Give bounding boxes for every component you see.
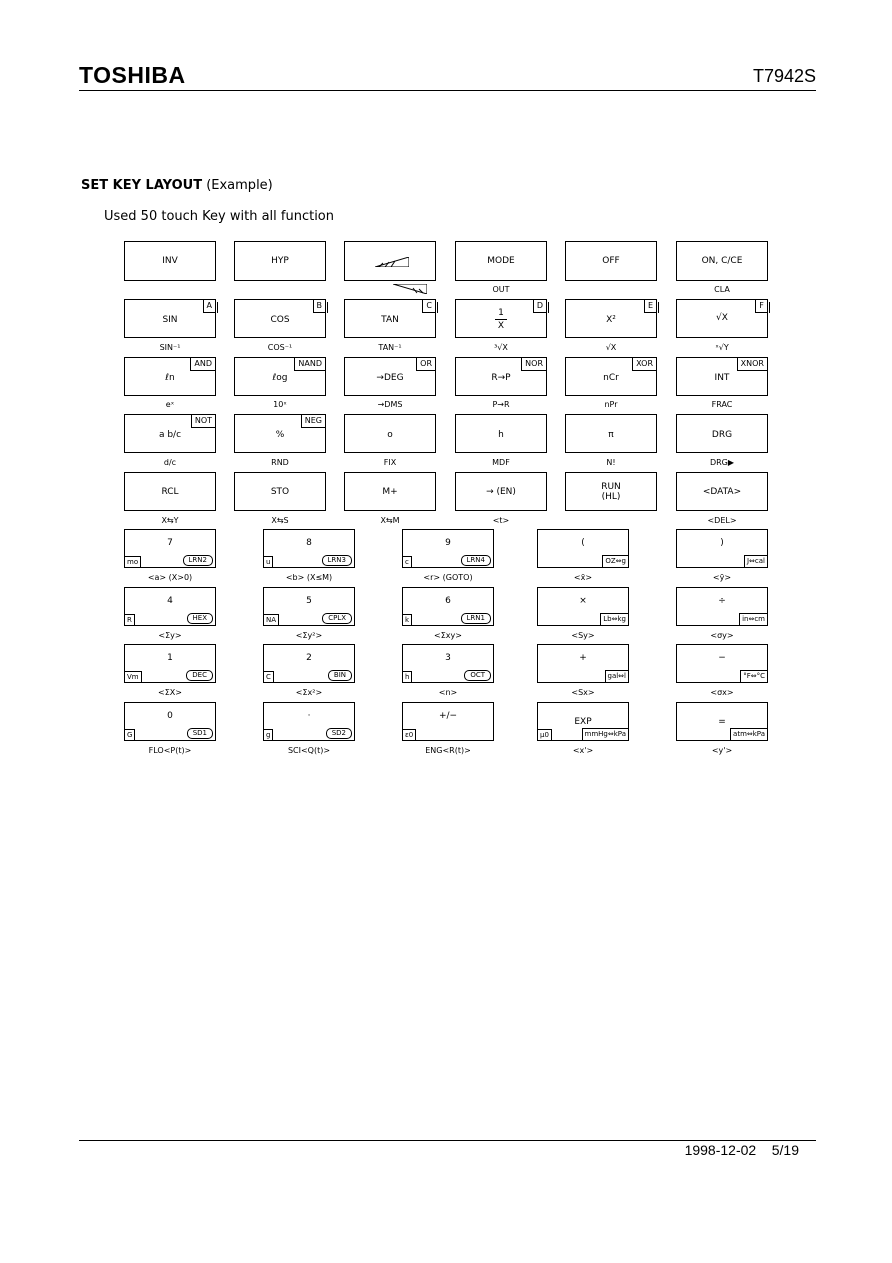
hex-corner: A <box>203 300 215 313</box>
key-plus[interactable] <box>537 644 629 683</box>
key-sqrt[interactable] <box>676 299 768 338</box>
key-label: nCr <box>603 373 619 383</box>
key-below-label: RND <box>271 458 289 467</box>
key-label: <DATA> <box>702 486 742 497</box>
key-sto[interactable] <box>234 472 326 511</box>
key-label: h <box>498 430 504 440</box>
key-m-plus[interactable] <box>344 472 436 511</box>
key-below-label: <σy> <box>710 631 734 640</box>
key-r-to-p[interactable] <box>455 357 547 396</box>
key-log[interactable] <box>234 357 326 396</box>
mode-pill: LRN1 <box>461 613 491 624</box>
logic-corner: AND <box>190 358 215 371</box>
const-corner: ε0 <box>403 729 416 740</box>
key-label: R→P <box>491 373 511 383</box>
key-label: − <box>718 653 726 663</box>
key-label: π <box>608 430 614 440</box>
key-to-deg[interactable] <box>344 357 436 396</box>
key-5[interactable] <box>263 587 355 626</box>
mode-pill: SD1 <box>187 728 213 739</box>
key-label: MODE <box>487 256 515 266</box>
unit-conversion: mmHg⇔kPa <box>582 728 628 740</box>
key-7[interactable] <box>124 529 216 568</box>
mode-pill: BIN <box>328 670 352 681</box>
key-below-label: →DMS <box>377 400 403 409</box>
key-decimal[interactable] <box>263 702 355 741</box>
key-label: HYP <box>271 256 289 266</box>
key-below-label: <b> (X≤M) <box>285 573 333 582</box>
logic-corner: XOR <box>632 358 656 371</box>
key-degree[interactable] <box>344 414 436 453</box>
key-off[interactable] <box>565 241 657 281</box>
key-2[interactable] <box>263 644 355 683</box>
const-corner: mo <box>125 556 141 567</box>
key-below-label: <DEL> <box>707 516 737 525</box>
mode-pill: LRN2 <box>183 555 213 566</box>
key-label: → (EN) <box>486 486 516 497</box>
key-square[interactable] <box>565 299 657 338</box>
logic-corner: NOR <box>521 358 546 371</box>
key-on-c-ce[interactable] <box>676 241 768 281</box>
key-label: o <box>387 430 393 440</box>
key-label: M+ <box>382 486 398 497</box>
key-below-label: FIX <box>383 458 397 467</box>
key-int[interactable] <box>676 357 768 396</box>
key-below-label: FRAC <box>711 400 733 409</box>
section-title-text: SET KEY LAYOUT <box>81 178 203 193</box>
unit-conversion: gal⇔l <box>605 670 629 682</box>
key-label: + <box>579 653 587 663</box>
key-pi[interactable] <box>565 414 657 453</box>
key-multiply[interactable] <box>537 587 629 626</box>
key-below-label: <Sx> <box>571 688 595 697</box>
key-4[interactable] <box>124 587 216 626</box>
key-below-label: SCI<Q(t)> <box>287 746 331 755</box>
key-below-label: ENG<R(t)> <box>425 746 471 755</box>
mode-pill: SD2 <box>326 728 352 739</box>
key-below-label: <ΣX> <box>158 688 182 697</box>
key-below-label: nPr <box>604 400 618 409</box>
key-below-label: <σx> <box>710 688 734 697</box>
key-label: · <box>307 711 311 721</box>
key-label: 7 <box>167 538 173 548</box>
key-label: 5 <box>306 596 312 606</box>
key-below-label: ˣ√Y <box>715 343 729 352</box>
key-label: 6 <box>445 596 451 606</box>
key-percent[interactable] <box>234 414 326 453</box>
hex-corner: B <box>313 300 326 313</box>
key-3[interactable] <box>402 644 494 683</box>
key-label: ( <box>581 538 585 548</box>
key-tan[interactable] <box>344 299 436 338</box>
key-9[interactable] <box>402 529 494 568</box>
key-below-label: d/c <box>163 458 177 467</box>
mode-pill: DEC <box>186 670 213 681</box>
mode-pill: LRN4 <box>461 555 491 566</box>
const-corner: NA <box>264 614 279 625</box>
key-below-label: eˣ <box>165 400 175 409</box>
key-label: DRG <box>711 430 733 440</box>
hex-corner: E <box>644 300 656 313</box>
key-label: +/− <box>438 711 458 721</box>
key-below-label: CLA <box>714 285 730 294</box>
key-sin[interactable] <box>124 299 216 338</box>
footer-rule <box>79 1140 816 1141</box>
key-sign[interactable] <box>402 702 494 741</box>
key-display-contrast[interactable] <box>344 241 436 281</box>
wedge-icon <box>375 257 409 267</box>
const-corner: k <box>403 614 412 625</box>
key-0[interactable] <box>124 702 216 741</box>
key-below-label: <x'> <box>572 746 594 755</box>
unit-conversion: atm⇔kPa <box>730 728 767 740</box>
footer-date: 1998-12-02 <box>684 1142 757 1158</box>
key-below-label: COS⁻¹ <box>267 343 293 352</box>
unit-conversion: °F⇔°C <box>740 670 767 682</box>
key-label: a b/c <box>158 430 182 440</box>
const-corner: c <box>403 556 412 567</box>
key-below-label: <Σx²> <box>295 688 323 697</box>
const-corner: C <box>264 671 274 682</box>
key-label: ℓn <box>165 373 175 383</box>
key-exp[interactable] <box>537 702 629 741</box>
mode-pill: HEX <box>187 613 213 624</box>
logic-corner: NAND <box>294 358 325 371</box>
key-label: →DEG <box>376 373 404 383</box>
fraction-label <box>456 308 546 331</box>
key-8[interactable] <box>263 529 355 568</box>
key-1[interactable] <box>124 644 216 683</box>
key-label: X² <box>606 315 616 325</box>
key-below-label: X⇆S <box>271 516 289 525</box>
header-rule <box>79 90 816 91</box>
key-label: EXP <box>574 717 592 727</box>
key-below-label: TAN⁻¹ <box>378 343 402 352</box>
key-close-paren[interactable] <box>676 529 768 568</box>
mode-pill: CPLX <box>322 613 352 624</box>
wedge-small-icon <box>393 284 427 294</box>
const-corner: Vm <box>125 671 142 682</box>
const-corner: h <box>403 671 412 682</box>
unit-conversion: OZ⇔g <box>602 555 628 567</box>
key-label: RUN (HL) <box>601 481 621 502</box>
key-label: ) <box>720 538 724 548</box>
unit-conversion: J⇔cal <box>744 555 767 567</box>
key-label: INV <box>162 256 178 266</box>
const-corner: g <box>264 729 273 740</box>
key-label: OFF <box>602 256 620 266</box>
key-label: STO <box>270 486 290 497</box>
key-fraction[interactable] <box>124 414 216 453</box>
key-open-paren[interactable] <box>537 529 629 568</box>
logic-corner: XNOR <box>737 358 767 371</box>
key-label: ON, C/CE <box>701 256 743 266</box>
key-equals[interactable] <box>676 702 768 741</box>
key-label: TAN <box>381 315 399 325</box>
const-corner: R <box>125 614 135 625</box>
key-label: COS <box>270 315 290 325</box>
key-below-label: <t> <box>492 516 510 525</box>
key-data[interactable] <box>676 472 768 511</box>
mode-pill: OCT <box>464 670 491 681</box>
key-label: SIN <box>162 315 178 325</box>
key-cos[interactable] <box>234 299 326 338</box>
key-below-label: <n> <box>438 688 458 697</box>
key-below-label: <x̄> <box>573 573 593 582</box>
key-inv[interactable] <box>124 241 216 281</box>
fraction-denominator: X <box>497 321 505 331</box>
key-below-label: <Σy²> <box>295 631 323 640</box>
toshiba-logo: TOSHIBA <box>79 62 186 88</box>
key-below-label: MDF <box>492 458 510 467</box>
part-number: T7942S <box>752 66 816 86</box>
key-below-label: 10ˣ <box>273 400 287 409</box>
key-label: ℓog <box>272 373 288 383</box>
key-below-label: <y'> <box>711 746 733 755</box>
key-run[interactable] <box>565 472 657 511</box>
key-below-label: SIN⁻¹ <box>159 343 181 352</box>
key-below-label: OUT <box>492 285 510 294</box>
key-below-label: FLO<P(t)> <box>148 746 192 755</box>
key-below-label: X⇆Y <box>161 516 179 525</box>
key-label: = <box>718 717 726 727</box>
key-below-label: ³√X <box>494 343 508 352</box>
key-below-label: N! <box>606 458 616 467</box>
key-below-label: <r> (GOTO) <box>423 573 473 582</box>
unit-conversion: Lb⇔kg <box>600 613 628 625</box>
key-below-label: <Sy> <box>571 631 595 640</box>
const-corner: u <box>264 556 273 567</box>
key-ln[interactable] <box>124 357 216 396</box>
key-label: 9 <box>445 538 451 548</box>
key-label: 1 <box>167 653 173 663</box>
key-label: INT <box>714 373 730 383</box>
hex-corner: D <box>533 300 546 313</box>
key-label: √X <box>716 313 728 323</box>
hex-corner: F <box>755 300 767 313</box>
key-drg[interactable] <box>676 414 768 453</box>
key-divide[interactable] <box>676 587 768 626</box>
logic-corner: NOT <box>191 415 215 428</box>
key-below-label: <ȳ> <box>712 573 732 582</box>
section-subtitle: Used 50 touch Key with all function <box>104 209 334 224</box>
key-label: RCL <box>161 486 179 497</box>
hex-corner: C <box>422 300 435 313</box>
section-title-note: (Example) <box>206 178 273 193</box>
key-hex-h[interactable] <box>455 414 547 453</box>
key-rcl[interactable] <box>124 472 216 511</box>
key-label: 4 <box>167 596 173 606</box>
key-6[interactable] <box>402 587 494 626</box>
key-label: × <box>579 596 587 606</box>
key-below-label: X⇆M <box>380 516 400 525</box>
key-reciprocal[interactable] <box>455 299 547 338</box>
key-below-label: <Σxy> <box>434 631 462 640</box>
key-below-label: <a> (X>0) <box>147 573 193 582</box>
key-label: 8 <box>306 538 312 548</box>
section-title <box>81 178 273 193</box>
unit-conversion: in⇔cm <box>739 613 767 625</box>
key-label: 2 <box>306 653 312 663</box>
key-hyp[interactable] <box>234 241 326 281</box>
footer-page: 5/19 <box>771 1142 799 1158</box>
key-below-label: <Σy> <box>158 631 182 640</box>
logic-corner: NEG <box>301 415 325 428</box>
key-ncr[interactable] <box>565 357 657 396</box>
key-label: 0 <box>167 711 173 721</box>
key-minus[interactable] <box>676 644 768 683</box>
key-enter[interactable] <box>455 472 547 511</box>
key-below-label: DRG▶ <box>709 458 735 467</box>
key-below-label: √X <box>605 343 617 352</box>
footer <box>685 1142 799 1158</box>
const-corner: G <box>125 729 135 740</box>
mode-pill: LRN3 <box>322 555 352 566</box>
fraction-numerator: 1 <box>498 308 504 318</box>
key-below-label: P→R <box>492 400 510 409</box>
const-corner: μ0 <box>538 729 552 740</box>
key-mode[interactable] <box>455 241 547 281</box>
key-label: ÷ <box>718 596 726 606</box>
key-label: 3 <box>445 653 451 663</box>
key-label: % <box>275 430 285 440</box>
logic-corner: OR <box>416 358 435 371</box>
